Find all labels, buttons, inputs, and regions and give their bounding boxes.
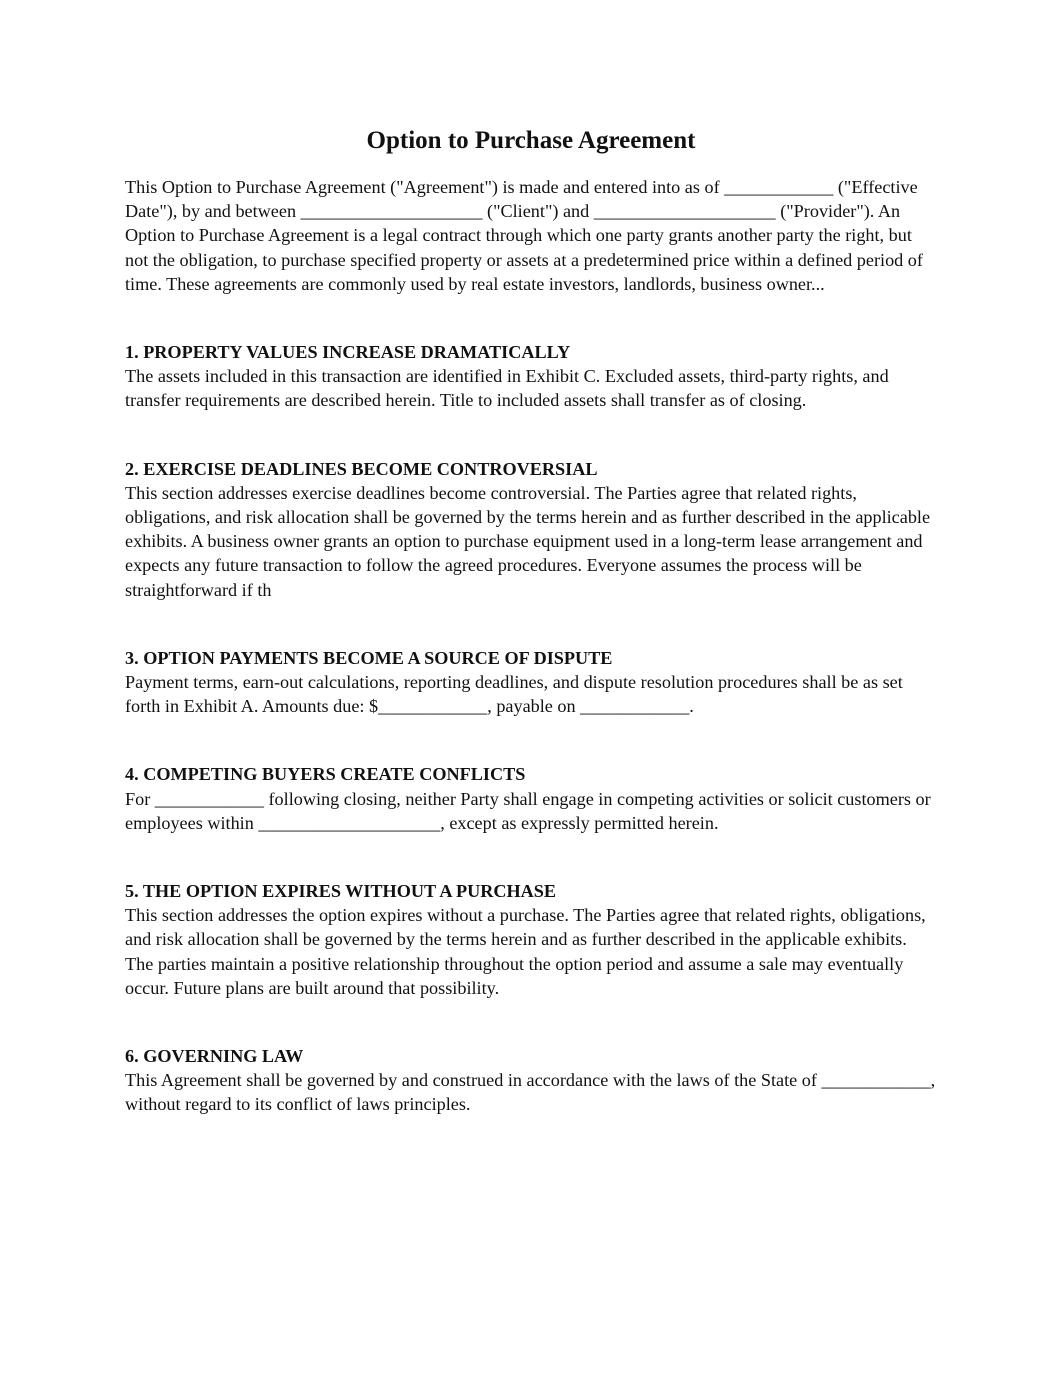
section-6 [125,1044,937,1117]
section-heading: 6. GOVERNING LAW [125,1046,304,1067]
section-heading: 4. COMPETING BUYERS CREATE CONFLICTS [125,764,526,785]
section-heading: 1. PROPERTY VALUES INCREASE DRAMATICALLY [125,342,571,363]
section-body: For ____________ following closing, neither Party shall engage in competing activities or solicit customers or employees within ____________________, except as expressly permitted herein. [125,788,931,833]
section-body: This section addresses the option expires without a purchase. The Parties agree that related rights, obligations, and risk allocation shall be governed by the terms herein and as further described in the applicable exhibits. The parties maintain a positive relationship throughout the option period and assume a sale may eventually occur. Future plans are built around that possibility. [125,905,926,998]
section-body: This section addresses exercise deadlines become controversial. The Parties agree that related rights, obligations, and risk allocation shall be governed by the terms herein and as further described in the applicable exhibits. A business owner grants an option to purchase equipment used in a long-term lease arrangement and expects any future transaction to follow the agreed procedures. Everyone assumes the process will be straightforward if th [125,482,931,600]
section-body: This Agreement shall be governed by and construed in accordance with the laws of the State of ____________, without regard to its conflict of laws principles. [125,1070,936,1115]
section-heading: 5. THE OPTION EXPIRES WITHOUT A PURCHASE [125,881,557,902]
section-3 [125,646,937,719]
section-5 [125,879,937,1000]
section-body: The assets included in this transaction are identified in Exhibit C. Excluded assets, third-party rights, and transfer requirements are described herein. Title to included assets shall transfer as of closing. [125,366,889,411]
intro-paragraph: This Option to Purchase Agreement ("Agreement") is made and entered into as of ____________ ("Effective Date"), by and between ____________________ ("Client") and ____________________ ("Provider"). An Option to Purchase Agreement is a legal contract through which one party grants another party the right, but not the obligation, to purchase specified property or assets at a predetermined price within a defined period of time. These agreements are commonly used by real estate investors, landlords, business owner... [125,177,923,294]
section-4 [125,762,937,835]
section-heading: 3. OPTION PAYMENTS BECOME A SOURCE OF DISPUTE [125,647,613,668]
document-page [125,122,937,1117]
section-heading: 2. EXERCISE DEADLINES BECOME CONTROVERSIAL [125,458,598,479]
document-title: Option to Purchase Agreement [366,127,696,154]
section-body: Payment terms, earn-out calculations, reporting deadlines, and dispute resolution procedures shall be as set forth in Exhibit A. Amounts due: $____________, payable on ____________. [125,672,903,717]
section-2 [125,457,937,602]
section-1 [125,340,937,413]
